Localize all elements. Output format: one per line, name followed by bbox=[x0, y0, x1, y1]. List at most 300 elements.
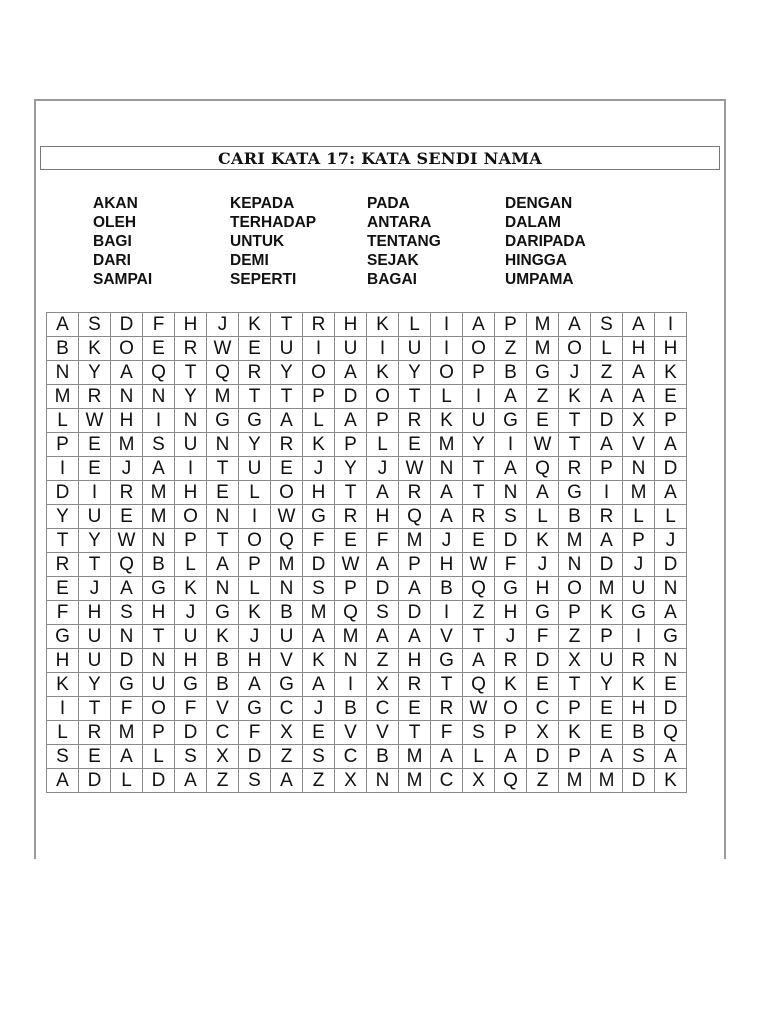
grid-cell[interactable]: Z bbox=[303, 769, 335, 793]
grid-cell[interactable]: M bbox=[143, 481, 175, 505]
grid-cell[interactable]: A bbox=[655, 601, 687, 625]
grid-cell[interactable]: N bbox=[271, 577, 303, 601]
grid-cell[interactable]: N bbox=[143, 649, 175, 673]
grid-cell[interactable]: A bbox=[303, 625, 335, 649]
grid-cell[interactable]: P bbox=[175, 529, 207, 553]
grid-cell[interactable]: B bbox=[47, 337, 79, 361]
grid-cell[interactable]: R bbox=[463, 505, 495, 529]
grid-cell[interactable]: V bbox=[207, 697, 239, 721]
grid-cell[interactable]: F bbox=[495, 553, 527, 577]
grid-cell[interactable]: H bbox=[143, 601, 175, 625]
grid-cell[interactable]: G bbox=[495, 577, 527, 601]
grid-cell[interactable]: A bbox=[399, 625, 431, 649]
grid-cell[interactable]: P bbox=[239, 553, 271, 577]
grid-cell[interactable]: G bbox=[303, 505, 335, 529]
grid-cell[interactable]: H bbox=[303, 481, 335, 505]
grid-cell[interactable]: I bbox=[47, 697, 79, 721]
grid-cell[interactable]: M bbox=[207, 385, 239, 409]
grid-cell[interactable]: B bbox=[143, 553, 175, 577]
grid-cell[interactable]: H bbox=[239, 649, 271, 673]
grid-cell[interactable]: Z bbox=[559, 625, 591, 649]
grid-cell[interactable]: R bbox=[111, 481, 143, 505]
grid-cell[interactable]: J bbox=[303, 457, 335, 481]
grid-cell[interactable]: M bbox=[303, 601, 335, 625]
grid-cell[interactable]: E bbox=[271, 457, 303, 481]
grid-cell[interactable]: A bbox=[335, 361, 367, 385]
grid-cell[interactable]: N bbox=[207, 505, 239, 529]
grid-cell[interactable]: O bbox=[271, 481, 303, 505]
grid-cell[interactable]: U bbox=[335, 337, 367, 361]
grid-cell[interactable]: G bbox=[111, 673, 143, 697]
grid-cell[interactable]: M bbox=[111, 721, 143, 745]
grid-cell[interactable]: V bbox=[367, 721, 399, 745]
grid-cell[interactable]: E bbox=[111, 505, 143, 529]
grid-cell[interactable]: S bbox=[47, 745, 79, 769]
grid-cell[interactable]: U bbox=[271, 625, 303, 649]
grid-cell[interactable]: X bbox=[271, 721, 303, 745]
grid-cell[interactable]: A bbox=[271, 769, 303, 793]
grid-cell[interactable]: K bbox=[79, 337, 111, 361]
grid-cell[interactable]: O bbox=[463, 337, 495, 361]
grid-cell[interactable]: C bbox=[207, 721, 239, 745]
grid-cell[interactable]: Z bbox=[367, 649, 399, 673]
grid-cell[interactable]: K bbox=[303, 433, 335, 457]
grid-cell[interactable]: G bbox=[239, 697, 271, 721]
grid-cell[interactable]: I bbox=[239, 505, 271, 529]
grid-cell[interactable]: T bbox=[239, 385, 271, 409]
grid-cell[interactable]: K bbox=[559, 385, 591, 409]
grid-cell[interactable]: M bbox=[527, 337, 559, 361]
grid-cell[interactable]: G bbox=[527, 601, 559, 625]
grid-cell[interactable]: A bbox=[367, 481, 399, 505]
grid-cell[interactable]: Z bbox=[527, 385, 559, 409]
grid-cell[interactable]: W bbox=[271, 505, 303, 529]
grid-cell[interactable]: D bbox=[335, 385, 367, 409]
grid-cell[interactable]: H bbox=[399, 649, 431, 673]
grid-cell[interactable]: T bbox=[463, 625, 495, 649]
grid-cell[interactable]: R bbox=[431, 697, 463, 721]
grid-cell[interactable]: U bbox=[463, 409, 495, 433]
grid-cell[interactable]: U bbox=[143, 673, 175, 697]
grid-cell[interactable]: A bbox=[591, 433, 623, 457]
grid-cell[interactable]: K bbox=[431, 409, 463, 433]
grid-cell[interactable]: A bbox=[655, 433, 687, 457]
grid-cell[interactable]: P bbox=[591, 625, 623, 649]
grid-cell[interactable]: T bbox=[559, 409, 591, 433]
grid-cell[interactable]: Y bbox=[335, 457, 367, 481]
grid-cell[interactable]: S bbox=[303, 577, 335, 601]
grid-cell[interactable]: T bbox=[559, 433, 591, 457]
grid-cell[interactable]: T bbox=[559, 673, 591, 697]
grid-cell[interactable]: H bbox=[47, 649, 79, 673]
grid-cell[interactable]: W bbox=[399, 457, 431, 481]
grid-cell[interactable]: Q bbox=[335, 601, 367, 625]
grid-cell[interactable]: M bbox=[271, 553, 303, 577]
grid-cell[interactable]: D bbox=[527, 745, 559, 769]
grid-cell[interactable]: S bbox=[303, 745, 335, 769]
grid-cell[interactable]: D bbox=[495, 529, 527, 553]
grid-cell[interactable]: Y bbox=[79, 673, 111, 697]
grid-cell[interactable]: E bbox=[399, 697, 431, 721]
grid-cell[interactable]: Y bbox=[79, 361, 111, 385]
grid-cell[interactable]: Y bbox=[463, 433, 495, 457]
grid-cell[interactable]: T bbox=[207, 457, 239, 481]
grid-cell[interactable]: D bbox=[79, 769, 111, 793]
grid-cell[interactable]: A bbox=[495, 385, 527, 409]
grid-cell[interactable]: T bbox=[271, 313, 303, 337]
grid-cell[interactable]: D bbox=[303, 553, 335, 577]
grid-cell[interactable]: J bbox=[79, 577, 111, 601]
grid-cell[interactable]: O bbox=[239, 529, 271, 553]
grid-cell[interactable]: Z bbox=[271, 745, 303, 769]
grid-cell[interactable]: D bbox=[47, 481, 79, 505]
grid-cell[interactable]: K bbox=[47, 673, 79, 697]
grid-cell[interactable]: M bbox=[335, 625, 367, 649]
grid-cell[interactable]: D bbox=[527, 649, 559, 673]
grid-cell[interactable]: F bbox=[175, 697, 207, 721]
grid-cell[interactable]: Q bbox=[143, 361, 175, 385]
grid-cell[interactable]: C bbox=[335, 745, 367, 769]
grid-cell[interactable]: H bbox=[623, 697, 655, 721]
grid-cell[interactable]: I bbox=[431, 337, 463, 361]
grid-cell[interactable]: M bbox=[591, 577, 623, 601]
grid-cell[interactable]: A bbox=[463, 649, 495, 673]
grid-cell[interactable]: M bbox=[399, 745, 431, 769]
grid-cell[interactable]: I bbox=[335, 673, 367, 697]
grid-cell[interactable]: I bbox=[495, 433, 527, 457]
grid-cell[interactable]: T bbox=[463, 457, 495, 481]
grid-cell[interactable]: J bbox=[111, 457, 143, 481]
grid-cell[interactable]: D bbox=[591, 409, 623, 433]
grid-cell[interactable]: I bbox=[79, 481, 111, 505]
grid-cell[interactable]: G bbox=[271, 673, 303, 697]
grid-cell[interactable]: K bbox=[559, 721, 591, 745]
grid-cell[interactable]: J bbox=[655, 529, 687, 553]
grid-cell[interactable]: C bbox=[367, 697, 399, 721]
grid-cell[interactable]: X bbox=[207, 745, 239, 769]
grid-cell[interactable]: L bbox=[527, 505, 559, 529]
grid-cell[interactable]: A bbox=[495, 745, 527, 769]
grid-cell[interactable]: C bbox=[431, 769, 463, 793]
grid-cell[interactable]: M bbox=[527, 313, 559, 337]
grid-cell[interactable]: R bbox=[559, 457, 591, 481]
grid-cell[interactable]: H bbox=[623, 337, 655, 361]
grid-cell[interactable]: M bbox=[111, 433, 143, 457]
grid-cell[interactable]: A bbox=[367, 553, 399, 577]
grid-cell[interactable]: K bbox=[367, 361, 399, 385]
grid-cell[interactable]: A bbox=[559, 313, 591, 337]
grid-cell[interactable]: A bbox=[431, 745, 463, 769]
grid-cell[interactable]: A bbox=[623, 313, 655, 337]
grid-cell[interactable]: O bbox=[143, 697, 175, 721]
grid-cell[interactable]: P bbox=[559, 697, 591, 721]
grid-cell[interactable]: T bbox=[47, 529, 79, 553]
grid-cell[interactable]: Q bbox=[271, 529, 303, 553]
grid-cell[interactable]: G bbox=[623, 601, 655, 625]
grid-cell[interactable]: P bbox=[655, 409, 687, 433]
grid-cell[interactable]: E bbox=[79, 745, 111, 769]
grid-cell[interactable]: P bbox=[495, 721, 527, 745]
grid-cell[interactable]: N bbox=[47, 361, 79, 385]
grid-cell[interactable]: N bbox=[655, 649, 687, 673]
grid-cell[interactable]: N bbox=[495, 481, 527, 505]
grid-cell[interactable]: T bbox=[271, 385, 303, 409]
grid-cell[interactable]: R bbox=[399, 409, 431, 433]
grid-cell[interactable]: E bbox=[303, 721, 335, 745]
grid-cell[interactable]: A bbox=[431, 481, 463, 505]
grid-cell[interactable]: R bbox=[335, 505, 367, 529]
grid-cell[interactable]: P bbox=[559, 745, 591, 769]
grid-cell[interactable]: M bbox=[143, 505, 175, 529]
grid-cell[interactable]: E bbox=[655, 673, 687, 697]
grid-cell[interactable]: K bbox=[591, 601, 623, 625]
grid-cell[interactable]: D bbox=[623, 769, 655, 793]
grid-cell[interactable]: A bbox=[431, 505, 463, 529]
grid-cell[interactable]: D bbox=[367, 577, 399, 601]
grid-cell[interactable]: T bbox=[143, 625, 175, 649]
grid-cell[interactable]: Y bbox=[399, 361, 431, 385]
grid-cell[interactable]: H bbox=[79, 601, 111, 625]
grid-cell[interactable]: B bbox=[431, 577, 463, 601]
grid-cell[interactable]: T bbox=[207, 529, 239, 553]
grid-cell[interactable]: I bbox=[367, 337, 399, 361]
grid-cell[interactable]: M bbox=[559, 769, 591, 793]
grid-cell[interactable]: F bbox=[143, 313, 175, 337]
grid-cell[interactable]: D bbox=[111, 313, 143, 337]
grid-cell[interactable]: I bbox=[463, 385, 495, 409]
grid-cell[interactable]: L bbox=[239, 577, 271, 601]
grid-cell[interactable]: I bbox=[431, 601, 463, 625]
grid-cell[interactable]: N bbox=[143, 529, 175, 553]
grid-cell[interactable]: U bbox=[175, 625, 207, 649]
grid-cell[interactable]: E bbox=[463, 529, 495, 553]
grid-cell[interactable]: B bbox=[207, 649, 239, 673]
grid-cell[interactable]: Y bbox=[47, 505, 79, 529]
grid-cell[interactable]: B bbox=[335, 697, 367, 721]
grid-cell[interactable]: W bbox=[335, 553, 367, 577]
grid-cell[interactable]: T bbox=[431, 673, 463, 697]
grid-cell[interactable]: D bbox=[399, 601, 431, 625]
grid-cell[interactable]: G bbox=[559, 481, 591, 505]
grid-cell[interactable]: S bbox=[143, 433, 175, 457]
grid-cell[interactable]: N bbox=[623, 457, 655, 481]
grid-cell[interactable]: E bbox=[143, 337, 175, 361]
grid-cell[interactable]: O bbox=[111, 337, 143, 361]
grid-cell[interactable]: H bbox=[111, 409, 143, 433]
grid-cell[interactable]: E bbox=[591, 721, 623, 745]
grid-cell[interactable]: M bbox=[399, 769, 431, 793]
grid-cell[interactable]: K bbox=[495, 673, 527, 697]
grid-cell[interactable]: N bbox=[335, 649, 367, 673]
grid-cell[interactable]: P bbox=[495, 313, 527, 337]
grid-cell[interactable]: A bbox=[591, 529, 623, 553]
grid-cell[interactable]: E bbox=[335, 529, 367, 553]
grid-cell[interactable]: W bbox=[79, 409, 111, 433]
grid-cell[interactable]: I bbox=[143, 409, 175, 433]
grid-cell[interactable]: O bbox=[367, 385, 399, 409]
grid-cell[interactable]: R bbox=[271, 433, 303, 457]
grid-cell[interactable]: U bbox=[239, 457, 271, 481]
grid-cell[interactable]: O bbox=[175, 505, 207, 529]
grid-cell[interactable]: W bbox=[463, 553, 495, 577]
grid-cell[interactable]: K bbox=[367, 313, 399, 337]
grid-cell[interactable]: A bbox=[111, 361, 143, 385]
grid-cell[interactable]: L bbox=[399, 313, 431, 337]
grid-cell[interactable]: I bbox=[431, 313, 463, 337]
grid-cell[interactable]: B bbox=[559, 505, 591, 529]
grid-cell[interactable]: G bbox=[431, 649, 463, 673]
grid-cell[interactable]: A bbox=[175, 769, 207, 793]
grid-cell[interactable]: L bbox=[143, 745, 175, 769]
grid-cell[interactable]: F bbox=[431, 721, 463, 745]
grid-cell[interactable]: F bbox=[47, 601, 79, 625]
grid-cell[interactable]: Z bbox=[495, 337, 527, 361]
grid-cell[interactable]: Z bbox=[591, 361, 623, 385]
grid-cell[interactable]: V bbox=[271, 649, 303, 673]
grid-cell[interactable]: P bbox=[463, 361, 495, 385]
grid-cell[interactable]: S bbox=[239, 769, 271, 793]
grid-cell[interactable]: L bbox=[591, 337, 623, 361]
grid-cell[interactable]: Y bbox=[271, 361, 303, 385]
grid-cell[interactable]: T bbox=[79, 697, 111, 721]
grid-cell[interactable]: T bbox=[399, 721, 431, 745]
grid-cell[interactable]: H bbox=[175, 649, 207, 673]
grid-cell[interactable]: J bbox=[495, 625, 527, 649]
grid-cell[interactable]: V bbox=[623, 433, 655, 457]
grid-cell[interactable]: A bbox=[655, 481, 687, 505]
grid-cell[interactable]: H bbox=[655, 337, 687, 361]
grid-cell[interactable]: C bbox=[527, 697, 559, 721]
grid-cell[interactable]: S bbox=[111, 601, 143, 625]
grid-cell[interactable]: D bbox=[175, 721, 207, 745]
grid-cell[interactable]: S bbox=[463, 721, 495, 745]
grid-cell[interactable]: F bbox=[239, 721, 271, 745]
grid-cell[interactable]: M bbox=[591, 769, 623, 793]
grid-cell[interactable]: H bbox=[495, 601, 527, 625]
grid-cell[interactable]: D bbox=[111, 649, 143, 673]
grid-cell[interactable]: A bbox=[399, 577, 431, 601]
grid-cell[interactable]: O bbox=[495, 697, 527, 721]
grid-cell[interactable]: A bbox=[623, 361, 655, 385]
grid-cell[interactable]: M bbox=[623, 481, 655, 505]
grid-cell[interactable]: A bbox=[111, 577, 143, 601]
grid-cell[interactable]: O bbox=[559, 577, 591, 601]
grid-cell[interactable]: A bbox=[207, 553, 239, 577]
grid-cell[interactable]: L bbox=[655, 505, 687, 529]
grid-cell[interactable]: H bbox=[175, 313, 207, 337]
grid-cell[interactable]: A bbox=[463, 313, 495, 337]
grid-cell[interactable]: T bbox=[335, 481, 367, 505]
grid-cell[interactable]: X bbox=[527, 721, 559, 745]
grid-cell[interactable]: K bbox=[207, 625, 239, 649]
grid-cell[interactable]: L bbox=[175, 553, 207, 577]
grid-cell[interactable]: U bbox=[79, 505, 111, 529]
grid-cell[interactable]: A bbox=[47, 313, 79, 337]
grid-cell[interactable]: I bbox=[47, 457, 79, 481]
grid-cell[interactable]: M bbox=[559, 529, 591, 553]
grid-cell[interactable]: P bbox=[143, 721, 175, 745]
grid-cell[interactable]: G bbox=[527, 361, 559, 385]
grid-cell[interactable]: L bbox=[239, 481, 271, 505]
grid-cell[interactable]: A bbox=[367, 625, 399, 649]
grid-cell[interactable]: P bbox=[303, 385, 335, 409]
grid-cell[interactable]: W bbox=[463, 697, 495, 721]
grid-cell[interactable]: N bbox=[111, 385, 143, 409]
grid-cell[interactable]: G bbox=[47, 625, 79, 649]
grid-cell[interactable]: G bbox=[207, 409, 239, 433]
grid-cell[interactable]: B bbox=[271, 601, 303, 625]
grid-cell[interactable]: A bbox=[623, 385, 655, 409]
grid-cell[interactable]: J bbox=[367, 457, 399, 481]
grid-cell[interactable]: L bbox=[431, 385, 463, 409]
grid-cell[interactable]: F bbox=[111, 697, 143, 721]
grid-cell[interactable]: J bbox=[239, 625, 271, 649]
grid-cell[interactable]: I bbox=[175, 457, 207, 481]
grid-cell[interactable]: S bbox=[623, 745, 655, 769]
grid-cell[interactable]: P bbox=[335, 433, 367, 457]
grid-cell[interactable]: L bbox=[623, 505, 655, 529]
grid-cell[interactable]: N bbox=[655, 577, 687, 601]
grid-cell[interactable]: N bbox=[367, 769, 399, 793]
grid-cell[interactable]: P bbox=[335, 577, 367, 601]
grid-cell[interactable]: D bbox=[655, 553, 687, 577]
grid-cell[interactable]: Q bbox=[463, 673, 495, 697]
grid-cell[interactable]: E bbox=[591, 697, 623, 721]
grid-cell[interactable]: K bbox=[303, 649, 335, 673]
grid-cell[interactable]: E bbox=[527, 409, 559, 433]
grid-cell[interactable]: F bbox=[527, 625, 559, 649]
grid-cell[interactable]: G bbox=[655, 625, 687, 649]
grid-cell[interactable]: L bbox=[303, 409, 335, 433]
grid-cell[interactable]: U bbox=[175, 433, 207, 457]
grid-cell[interactable]: G bbox=[239, 409, 271, 433]
grid-cell[interactable]: R bbox=[79, 385, 111, 409]
grid-cell[interactable]: A bbox=[335, 409, 367, 433]
grid-cell[interactable]: O bbox=[431, 361, 463, 385]
grid-cell[interactable]: K bbox=[623, 673, 655, 697]
grid-cell[interactable]: Q bbox=[495, 769, 527, 793]
grid-cell[interactable]: J bbox=[431, 529, 463, 553]
grid-cell[interactable]: P bbox=[367, 409, 399, 433]
grid-cell[interactable]: R bbox=[495, 649, 527, 673]
grid-cell[interactable]: O bbox=[559, 337, 591, 361]
grid-cell[interactable]: A bbox=[271, 409, 303, 433]
grid-cell[interactable]: A bbox=[111, 745, 143, 769]
grid-cell[interactable]: Q bbox=[111, 553, 143, 577]
grid-cell[interactable]: O bbox=[303, 361, 335, 385]
grid-cell[interactable]: W bbox=[207, 337, 239, 361]
grid-cell[interactable]: T bbox=[399, 385, 431, 409]
grid-cell[interactable]: G bbox=[143, 577, 175, 601]
grid-cell[interactable]: H bbox=[367, 505, 399, 529]
grid-cell[interactable]: K bbox=[239, 601, 271, 625]
grid-cell[interactable]: M bbox=[399, 529, 431, 553]
grid-cell[interactable]: X bbox=[463, 769, 495, 793]
grid-cell[interactable]: I bbox=[591, 481, 623, 505]
grid-cell[interactable]: K bbox=[175, 577, 207, 601]
grid-cell[interactable]: Y bbox=[591, 673, 623, 697]
grid-cell[interactable]: Q bbox=[527, 457, 559, 481]
grid-cell[interactable]: R bbox=[399, 673, 431, 697]
grid-cell[interactable]: B bbox=[367, 745, 399, 769]
grid-cell[interactable]: Q bbox=[399, 505, 431, 529]
grid-cell[interactable]: Y bbox=[79, 529, 111, 553]
grid-cell[interactable]: Q bbox=[207, 361, 239, 385]
grid-cell[interactable]: P bbox=[399, 553, 431, 577]
grid-cell[interactable]: X bbox=[367, 673, 399, 697]
grid-cell[interactable]: B bbox=[623, 721, 655, 745]
grid-cell[interactable]: W bbox=[111, 529, 143, 553]
